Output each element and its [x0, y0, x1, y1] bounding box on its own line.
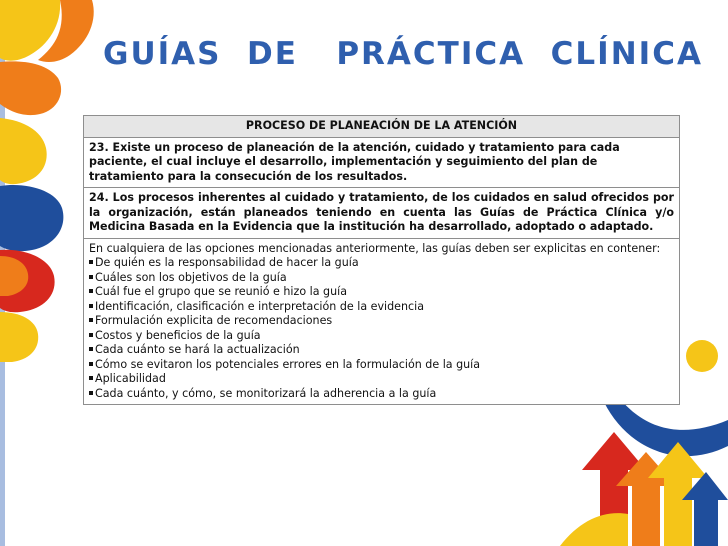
list-item: Cuál fue el grupo que se reunió e hizo la guía	[89, 285, 674, 300]
requirements-list	[89, 256, 674, 401]
slide-title: GUÍAS DE PRÁCTICA CLÍNICA	[103, 36, 703, 72]
list-item: De quién es la responsabilidad de hacer la guía	[89, 256, 674, 271]
list-item: Cómo se evitaron los potenciales errores en la formulación de la guía	[89, 358, 674, 373]
list-item: Cuáles son los objetivos de la guía	[89, 271, 674, 286]
requirements-cell	[84, 238, 680, 405]
table-header: PROCESO DE PLANEACIÓN DE LA ATENCIÓN	[84, 116, 680, 138]
list-item: Formulación explicita de recomendaciones	[89, 314, 674, 329]
list-item: Cada cuánto se hará la actualización	[89, 343, 674, 358]
list-item: Cada cuánto, y cómo, se monitorizará la adherencia a la guía	[89, 387, 674, 402]
table-row	[84, 238, 680, 405]
table-row	[84, 188, 680, 239]
planning-table	[83, 115, 680, 405]
item-23-text: 23. Existe un proceso de planeación de la atención, cuidado y tratamiento para cada paciente, el cual incluye el desarrollo, implementación y seguimiento del plan de tratamiento para la consecución de los resultados.	[84, 137, 680, 188]
requirements-intro: En cualquiera de las opciones mencionadas anteriormente, las guías deben ser explicitas en contener:	[89, 241, 661, 255]
list-item: Aplicabilidad	[89, 372, 674, 387]
table-header-row	[84, 116, 680, 138]
list-item: Costos y beneficios de la guía	[89, 329, 674, 344]
table-row	[84, 137, 680, 188]
item-24-text: 24. Los procesos inherentes al cuidado y tratamiento, de los cuidados en salud ofrecidos por la organización, están planeados teniendo en cuenta las Guías de Práctica Clínica y/o Medicina Basada en la Evidencia que la institución ha desarrollado, adoptado o adaptado.	[84, 188, 680, 239]
list-item: Identificación, clasificación e interpretación de la evidencia	[89, 300, 674, 315]
